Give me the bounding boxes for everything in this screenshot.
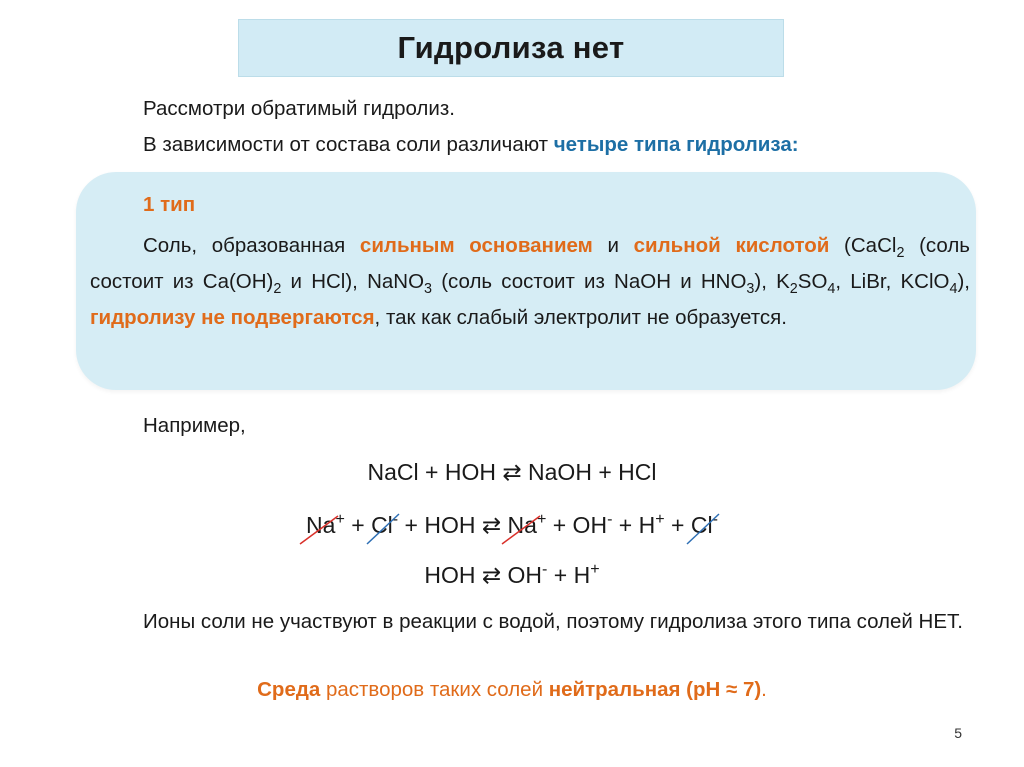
struck-cl-ion-left: [371, 512, 398, 539]
blue-strike-mark: [683, 510, 725, 546]
eq2-plus-4: +: [664, 512, 691, 538]
desc-text-a: Соль, образованная: [143, 234, 360, 257]
desc-text-j: ),: [957, 270, 970, 293]
eq2-plus-1: +: [344, 512, 372, 538]
desc-text-e: и HCl), NaNO: [281, 270, 425, 293]
eq3-right: + H: [547, 562, 591, 588]
desc-text-k: , так как слабый электролит не образуется.: [374, 306, 787, 329]
example-label: Например,: [143, 414, 246, 437]
intro-line-1: Рассмотри обратимый гидролиз.: [143, 97, 455, 120]
eq2-oh: + OH: [546, 512, 608, 538]
four-types-highlight: четыре типа гидролиза:: [553, 133, 799, 156]
desc-text-c: (CaCl: [829, 234, 897, 257]
sub: 2: [896, 245, 905, 262]
type-label: 1 тип: [143, 193, 196, 216]
ion-charge: -: [712, 510, 718, 529]
ion-symbol: Cl: [690, 512, 713, 538]
env-value: нейтральная (pH ≈ 7): [548, 678, 762, 701]
equation-ionic-full: [0, 512, 1024, 539]
sub: 4: [949, 281, 958, 298]
desc-text-g: ), K: [754, 270, 790, 293]
eq2-middle: + HOH ⇄: [398, 512, 508, 538]
ion-symbol: Na: [306, 512, 336, 538]
page-number: 5: [954, 725, 962, 741]
ion-charge: +: [335, 510, 345, 529]
environment-note: [0, 678, 1024, 702]
struck-na-ion-right: [508, 512, 547, 539]
blue-strike-mark: [363, 510, 405, 546]
intro-line-2: [143, 133, 799, 157]
struck-cl-ion-right: [691, 512, 718, 539]
conclusion-text: [90, 604, 970, 640]
equation-molecular: NaCl + HOH ⇄ NaOH + HCl: [367, 459, 657, 485]
equation-net-ionic: [0, 562, 1024, 589]
sub: 3: [746, 281, 755, 298]
conclusion-sentence: Ионы соли не участвуют в реакции с водой, поэтому гидролиза этого типа солей НЕТ.: [143, 610, 963, 633]
sub: 2: [789, 281, 798, 298]
desc-text-f: (соль состоит из NaOH и HNO: [432, 270, 747, 293]
eq3-left: HOH ⇄ OH: [424, 562, 543, 588]
desc-text-i: , LiBr, KClO: [835, 270, 950, 293]
slide-title: Гидролиза нет: [238, 19, 784, 77]
ion-charge: +: [536, 510, 547, 529]
eq2-h: + H: [612, 512, 656, 538]
red-strike-mark: [500, 510, 542, 546]
strong-base-highlight: сильным основанием: [359, 234, 593, 257]
red-strike-mark: [298, 510, 340, 546]
env-end: .: [761, 678, 767, 701]
env-mid: растворов таких солей: [320, 678, 549, 701]
sub: 4: [827, 281, 836, 298]
ion-charge: -: [542, 560, 548, 579]
desc-text-d: (соль состоит из Ca(OH): [90, 234, 970, 293]
ion-charge: -: [392, 510, 399, 529]
type-1-description: [90, 228, 970, 336]
ion-symbol: Cl: [371, 512, 393, 538]
desc-text-b: и: [592, 234, 634, 257]
ion-charge: +: [590, 560, 600, 579]
struck-na-ion-left: [306, 512, 345, 539]
ion-charge: +: [655, 510, 665, 529]
desc-text-h: SO: [797, 270, 828, 293]
sub: 2: [273, 281, 282, 298]
sub: 3: [424, 281, 433, 298]
intro-line-2-text: В зависимости от состава соли различают: [143, 133, 554, 156]
ion-charge: -: [607, 510, 613, 529]
no-hydrolysis-highlight: гидролизу не подвергаются: [90, 306, 375, 329]
ion-symbol: Na: [507, 512, 537, 538]
env-label: Среда: [257, 678, 321, 701]
strong-acid-highlight: сильной кислотой: [633, 234, 830, 257]
